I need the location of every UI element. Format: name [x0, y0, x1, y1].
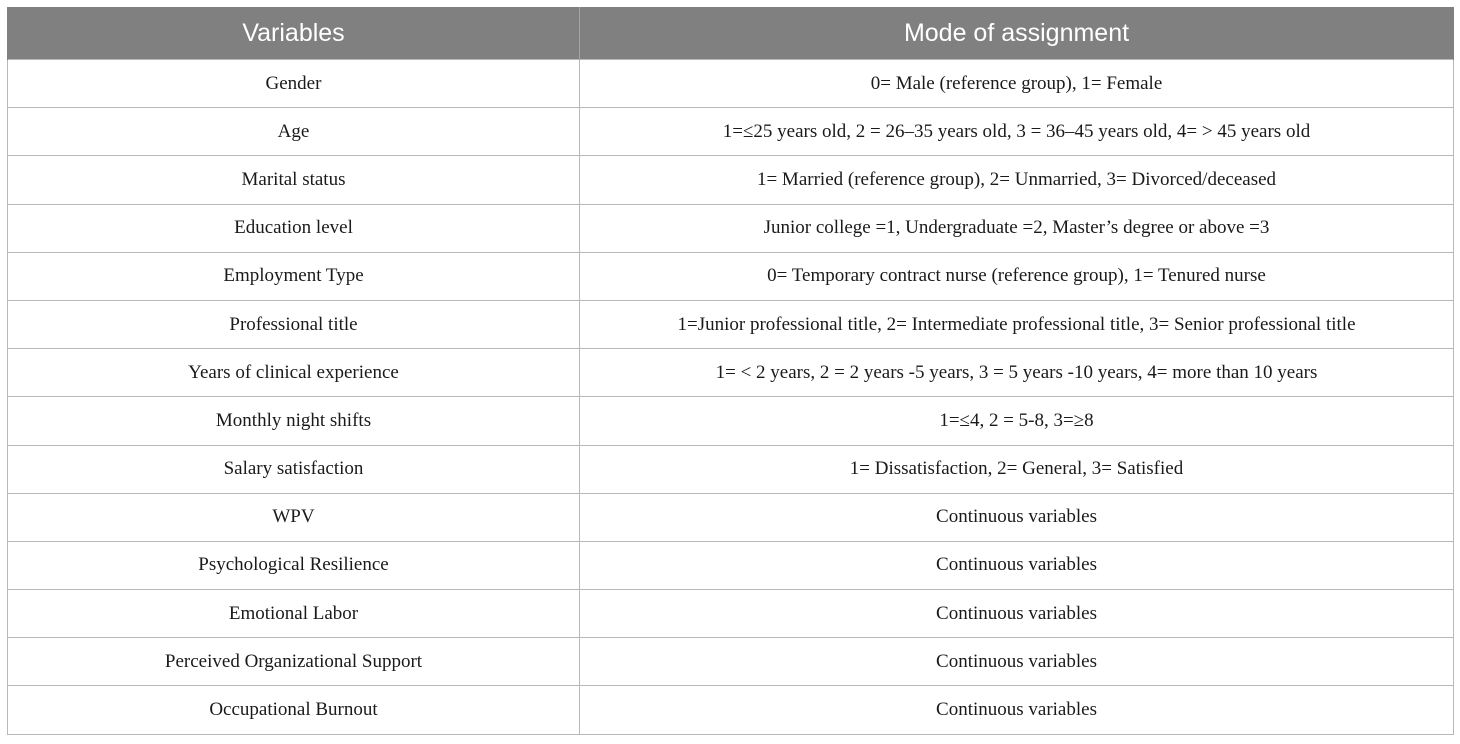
variable-cell: Perceived Organizational Support: [8, 638, 580, 686]
variable-cell: Salary satisfaction: [8, 445, 580, 493]
variable-cell: Education level: [8, 204, 580, 252]
assignment-cell: 1=≤25 years old, 2 = 26–35 years old, 3 = 36–45 years old, 4= > 45 years old: [580, 108, 1454, 156]
variable-assignment-table: [7, 7, 1454, 735]
assignment-cell: 1=≤4, 2 = 5-8, 3=≥8: [580, 397, 1454, 445]
variable-cell: Monthly night shifts: [8, 397, 580, 445]
assignment-cell: Continuous variables: [580, 686, 1454, 734]
variable-cell: Marital status: [8, 156, 580, 204]
assignment-cell: Junior college =1, Undergraduate =2, Master’s degree or above =3: [580, 204, 1454, 252]
assignment-cell: Continuous variables: [580, 638, 1454, 686]
table-row: [8, 60, 1454, 108]
table-row: [8, 493, 1454, 541]
header-row: [8, 7, 1454, 60]
assignment-cell: 1= Dissatisfaction, 2= General, 3= Satisfied: [580, 445, 1454, 493]
assignment-cell: 0= Male (reference group), 1= Female: [580, 60, 1454, 108]
table-row: [8, 156, 1454, 204]
assignment-cell: 1= Married (reference group), 2= Unmarried, 3= Divorced/deceased: [580, 156, 1454, 204]
table-body: [8, 60, 1454, 735]
variable-cell: Psychological Resilience: [8, 541, 580, 589]
table-row: [8, 349, 1454, 397]
variable-cell: Occupational Burnout: [8, 686, 580, 734]
variable-cell: Age: [8, 108, 580, 156]
table-row: [8, 638, 1454, 686]
variable-cell: Professional title: [8, 300, 580, 348]
table-row: [8, 686, 1454, 734]
variable-cell: Gender: [8, 60, 580, 108]
header-mode-of-assignment: Mode of assignment: [580, 7, 1454, 60]
assignment-cell: Continuous variables: [580, 493, 1454, 541]
table-row: [8, 252, 1454, 300]
variable-cell: Years of clinical experience: [8, 349, 580, 397]
table-container: [7, 7, 1453, 735]
table-row: [8, 541, 1454, 589]
assignment-cell: 0= Temporary contract nurse (reference group), 1= Tenured nurse: [580, 252, 1454, 300]
assignment-cell: 1= < 2 years, 2 = 2 years -5 years, 3 = 5 years -10 years, 4= more than 10 years: [580, 349, 1454, 397]
assignment-cell: Continuous variables: [580, 541, 1454, 589]
assignment-cell: Continuous variables: [580, 590, 1454, 638]
variable-cell: WPV: [8, 493, 580, 541]
table-row: [8, 108, 1454, 156]
assignment-cell: 1=Junior professional title, 2= Intermediate professional title, 3= Senior professional title: [580, 300, 1454, 348]
table-row: [8, 445, 1454, 493]
table-row: [8, 397, 1454, 445]
header-variables: Variables: [8, 7, 580, 60]
variable-cell: Employment Type: [8, 252, 580, 300]
variable-cell: Emotional Labor: [8, 590, 580, 638]
table-row: [8, 590, 1454, 638]
table-row: [8, 204, 1454, 252]
table-header: [8, 7, 1454, 60]
table-row: [8, 300, 1454, 348]
